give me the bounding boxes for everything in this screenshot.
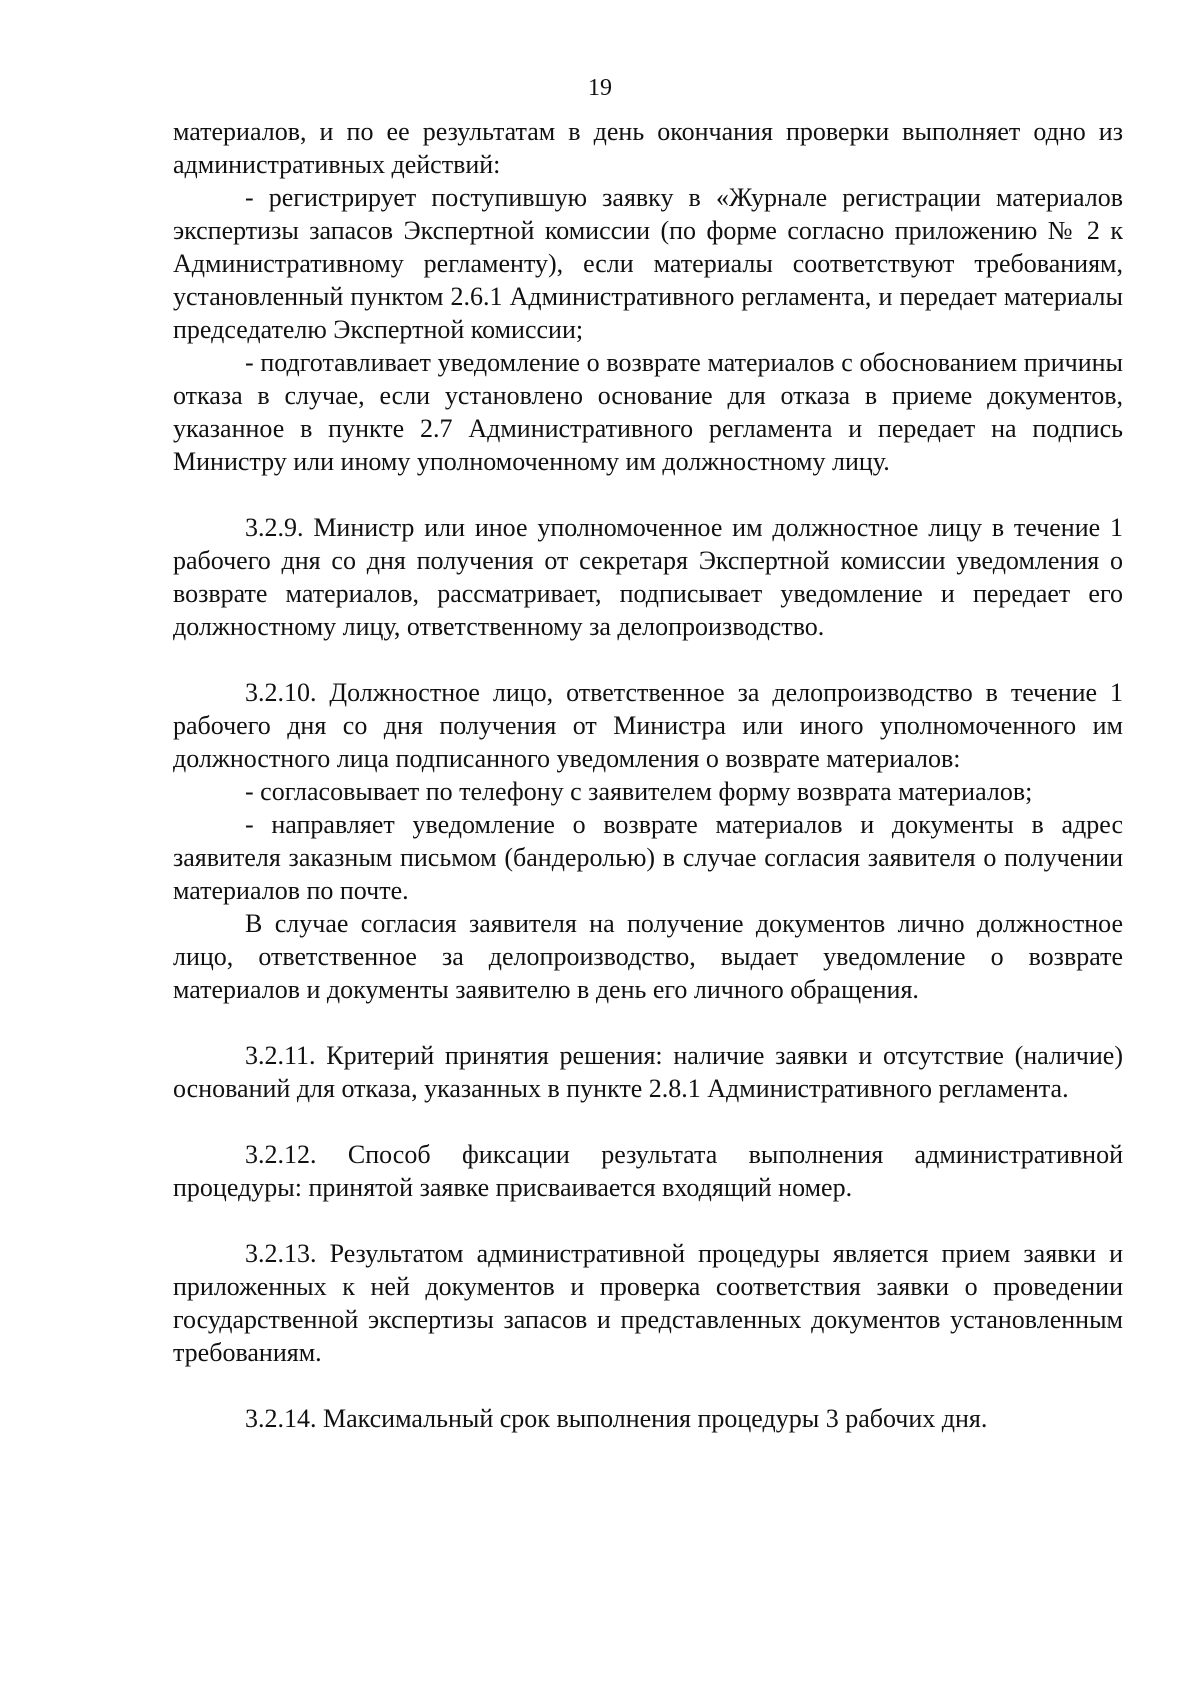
- list-item-send-by-mail: - направляет уведомление о возврате материалов и документы в адрес заявителя заказным письмом (бандеролью) в случае согласия заявителя о получении материалов по почте.: [173, 810, 1123, 905]
- clause-3-2-14: 3.2.14. Максимальный срок выполнения процедуры 3 рабочих дня.: [245, 1404, 988, 1433]
- clause-3-2-11: 3.2.11. Критерий принятия решения: наличие заявки и отсутствие (наличие) оснований для отказа, указанных в пункте 2.8.1 Административного регламента.: [173, 1041, 1123, 1103]
- list-item-prepare-notice: - подготавливает уведомление о возврате материалов с обоснованием причины отказа в случае, если установлено основание для отказа в приеме документов, указанное в пункте 2.7 Административного регламента и передает на подпись Министру или иному уполномоченному им должностному лицу.: [173, 348, 1123, 476]
- list-item-register: - регистрирует поступившую заявку в «Журнале регистрации материалов экспертизы запасов Экспертной комиссии (по форме согласно приложению № 2 к Административному регламенту), если материалы соответствуют требованиям, установленный пунктом 2.6.1 Административного регламента, и передает материалы председателю Экспертной комиссии;: [173, 183, 1123, 344]
- document-body: [173, 115, 1123, 1435]
- clause-3-2-12: 3.2.12. Способ фиксации результата выполнения административной процедуры: принятой заявке присваивается входящий номер.: [173, 1140, 1123, 1202]
- clause-3-2-10: 3.2.10. Должностное лицо, ответственное за делопроизводство в течение 1 рабочего дня со дня получения от Министра или иного уполномоченного им должностного лица подписанного уведомления о возврате материалов:: [173, 678, 1123, 773]
- paragraph-continuation: материалов, и по ее результатам в день окончания проверки выполняет одно из административных действий:: [173, 117, 1123, 179]
- list-item-agree-by-phone: - согласовывает по телефону с заявителем форму возврата материалов;: [245, 777, 1033, 806]
- page-number: 19: [588, 75, 612, 101]
- clause-3-2-9: 3.2.9. Министр или иное уполномоченное им должностное лицу в течение 1 рабочего дня со дня получения от секретаря Экспертной комиссии уведомления о возврате материалов, рассматривает, подписывает уведомление и передает его должностному лицу, ответственному за делопроизводство.: [173, 513, 1123, 641]
- paragraph-personal-pickup: В случае согласия заявителя на получение документов лично должностное лицо, ответственное за делопроизводство, выдает уведомление о возврате материалов и документы заявителю в день его личного обращения.: [173, 909, 1123, 1004]
- clause-3-2-13: 3.2.13. Результатом административной процедуры является прием заявки и приложенных к ней документов и проверка соответствия заявки о проведении государственной экспертизы запасов и представленных документов установленным требованиям.: [173, 1239, 1123, 1367]
